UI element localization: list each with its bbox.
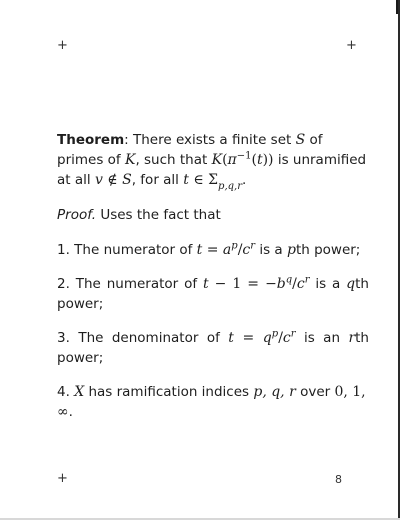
- theorem-text-3: , such that: [135, 152, 212, 168]
- corner-mark-bottom-left: +: [57, 471, 68, 486]
- item-number: 3.: [57, 330, 70, 346]
- math-p: p: [286, 242, 296, 258]
- theorem-statement: [57, 130, 369, 190]
- item-text: is an: [295, 330, 349, 346]
- theorem-text-2: of primes of: [57, 132, 323, 168]
- math-x: X: [74, 384, 85, 400]
- item-text: th power;: [57, 276, 369, 312]
- item-text: has ramification indices: [84, 384, 254, 400]
- theorem-text-1: There exists a finite set: [128, 132, 296, 148]
- math-set-s: S: [295, 132, 306, 148]
- list-item: [57, 240, 369, 260]
- proof-label: Proof.: [57, 207, 97, 223]
- item-text: is a: [255, 242, 287, 258]
- page-edge-tick: [396, 0, 398, 14]
- proof-text: Uses the fact that: [96, 207, 221, 223]
- proof-intro: [57, 205, 369, 225]
- math-t-in-sigma: t ∈ $\Sigma_{p,q,r}$: [183, 172, 242, 192]
- math-t-equals-ap-over-cr: $t = a^p/c^r$: [196, 240, 256, 258]
- theorem-text-5: , for all: [131, 172, 184, 188]
- item-text: The numerator of: [69, 276, 203, 292]
- item-text: th power;: [295, 242, 361, 258]
- theorem-text-6: .: [242, 172, 247, 188]
- list-item: [57, 328, 369, 368]
- item-text: th power;: [57, 330, 369, 366]
- list-item: [57, 274, 369, 314]
- corner-mark-top-right: +: [346, 38, 357, 53]
- list-item: [57, 382, 369, 422]
- math-k-preimage: $K(\pi^{-1}(t))$: [211, 150, 274, 168]
- page-number: 8: [335, 473, 342, 486]
- theorem-label: Theorem: [57, 132, 125, 148]
- item-number: 1.: [57, 242, 70, 258]
- item-text: over: [295, 384, 335, 400]
- math-zero-one-infinity: 0, 1, ∞: [57, 384, 366, 420]
- math-p-q-r: p, q, r: [253, 384, 296, 400]
- math-v-not-in-s: v ∉ S: [94, 172, 132, 188]
- theorem-text-4: is unramified at all: [57, 152, 367, 188]
- item-text: .: [68, 404, 73, 420]
- math-q: q: [346, 276, 356, 292]
- math-t-minus-one: $t - 1 = -b^q/c^r$: [202, 274, 310, 292]
- item-number: 4.: [57, 384, 70, 400]
- item-number: 2.: [57, 276, 70, 292]
- theorem-colon: :: [124, 132, 129, 148]
- item-text: The denominator of: [69, 330, 229, 346]
- item-text: The numerator of: [69, 242, 197, 258]
- math-t-equals-qp-over-cr: $t = q^p/c^r$: [228, 328, 296, 346]
- item-text: is a: [309, 276, 347, 292]
- math-field-k: K: [124, 152, 136, 168]
- slide-content: [57, 130, 369, 422]
- math-r: r: [348, 330, 356, 346]
- corner-mark-top-left: +: [57, 38, 68, 53]
